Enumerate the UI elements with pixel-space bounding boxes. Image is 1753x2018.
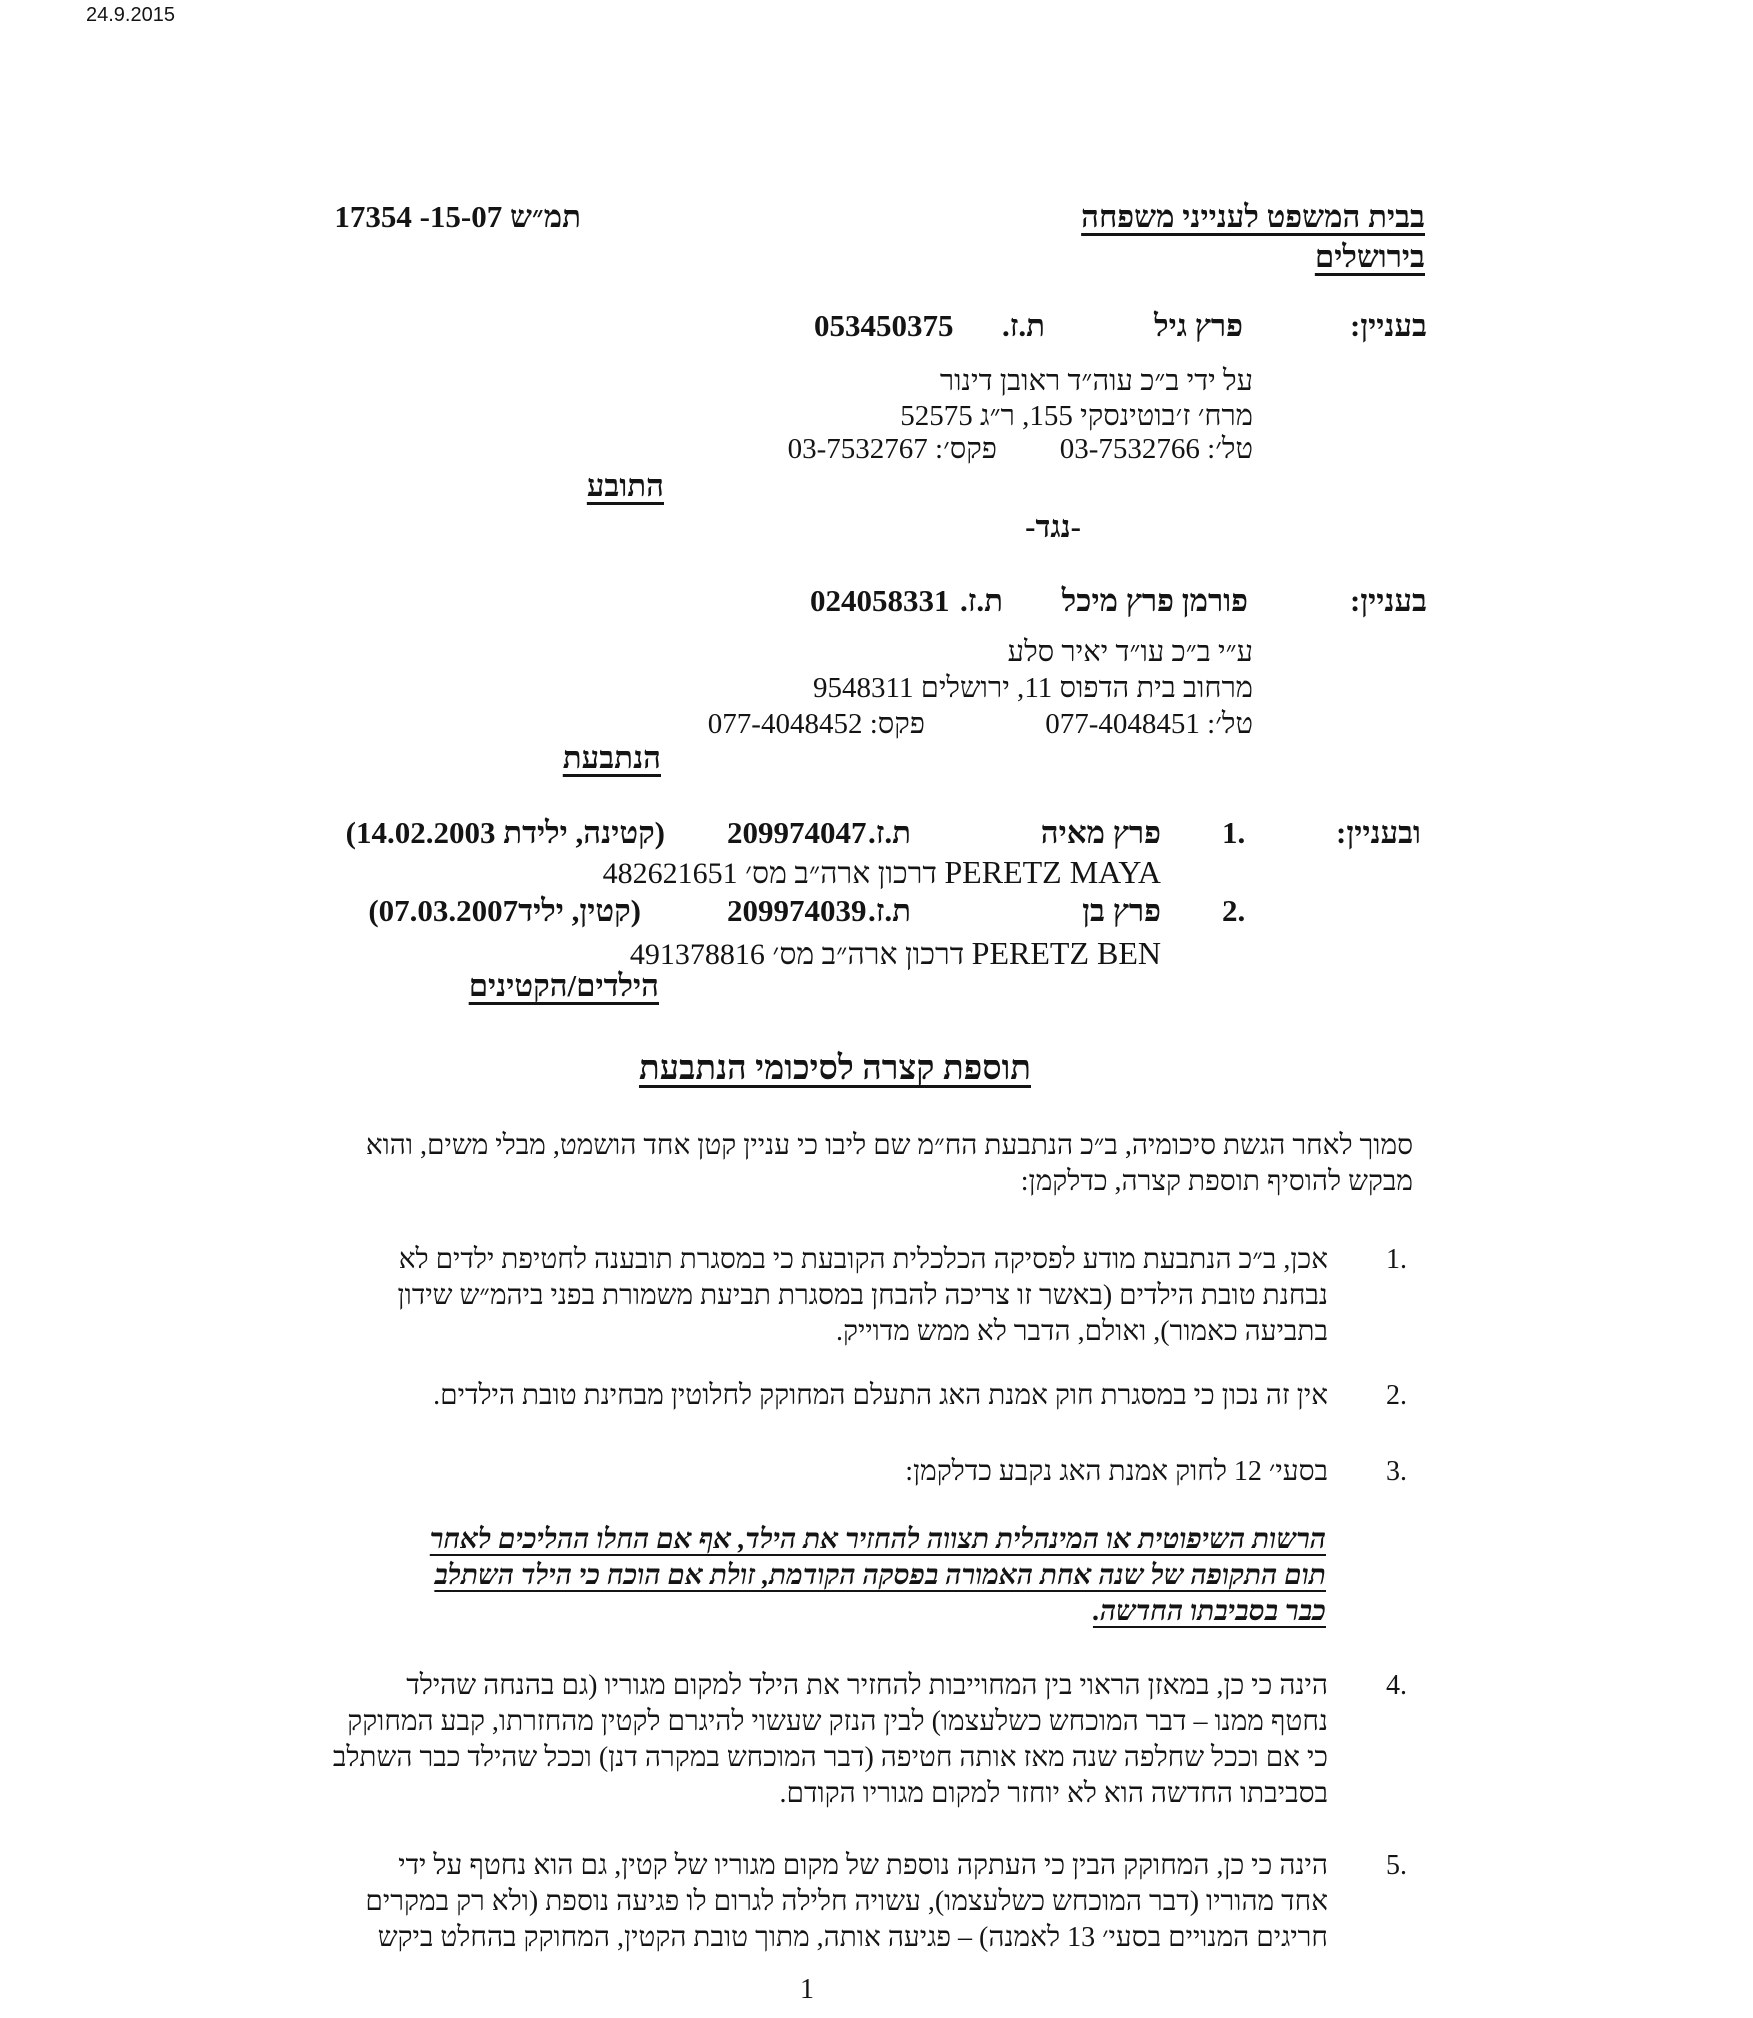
section-2-number: 2. bbox=[1386, 1380, 1407, 1411]
defendant-address: מרחוב בית הדפוס 11, ירושלים 9548311 bbox=[813, 672, 1253, 704]
section-4-line: נחטף ממנו – דבר המוכחש כשלעצמו) לבין הנזק שעשוי להיגרם לקטין מהחזרתו, קבע המחוקק bbox=[347, 1706, 1328, 1737]
defendant-label: בעניין: bbox=[1349, 583, 1427, 618]
plaintiff-label: בעניין: bbox=[1349, 308, 1427, 343]
section-4-line: כי אם וככל שחלפה שנה מאז אותה חטיפה (דבר המוכחש במקרה דנן) וככל שהילד כבר השתלב bbox=[332, 1742, 1328, 1773]
section-1-line: נבחנת טובת הילדים (באשר זו צריכה להבחן במסגרת תביעת משמורת בפני ביהמ״ש שידון bbox=[397, 1280, 1328, 1311]
plaintiff-address: מרח׳ ז׳בוטינסקי 155, ר״ג 52575 bbox=[900, 400, 1253, 432]
child-2-passport-eng: PERETZ BEN bbox=[971, 935, 1161, 971]
children-label: ובעניין: bbox=[1336, 815, 1421, 850]
section-4-line: הינה כי כן, במאזן הראוי בין המחוייבות להחזיר את הילד למקום מגוריו (גם בהנחה שהילד bbox=[406, 1670, 1328, 1701]
page-number: 1 bbox=[800, 1974, 814, 2005]
section-4-text bbox=[188, 1668, 1328, 1812]
section-1-line: אכן, ב״כ הנתבעת מודע לפסיקה הכלכלית הקובעת כי במסגרת תובענה לחטיפת ילדים לא bbox=[398, 1244, 1328, 1275]
child-2-name: פרץ בן bbox=[1082, 893, 1161, 928]
section-2-text bbox=[218, 1378, 1328, 1414]
child-2-passport bbox=[630, 934, 1161, 974]
defendant-id: 024058331 bbox=[810, 583, 950, 618]
child-2-note: (קטין, יליד07.03.2007) bbox=[368, 893, 641, 928]
case-number: תמ״ש 15-07- 17354 bbox=[334, 199, 581, 234]
section-3-number: 3. bbox=[1386, 1456, 1407, 1487]
defendant-rep: ע״י ב״כ עו״ד יאיר סלע bbox=[1007, 636, 1253, 668]
child-1-note: (קטינה, ילידת 14.02.2003) bbox=[345, 815, 665, 850]
child-1-passport-eng: PERETZ MAYA bbox=[944, 854, 1161, 890]
section-3-text bbox=[218, 1454, 1328, 1490]
defendant-phone: טל׳: 077-4048451 bbox=[1045, 708, 1253, 740]
child-2-id-label: ת.ז. bbox=[867, 893, 911, 928]
section-5-number: 5. bbox=[1386, 1850, 1407, 1881]
section-5-line: חריגים המנויים בסעי׳ 13 לאמנה) – פגיעה אותה, מתוך טובת הקטין, המחוקק בהחלט ביקש bbox=[377, 1922, 1328, 1953]
intro-line-1: סמוך לאחר הגשת סיכומיה, ב״כ הנתבעת הח״מ שם ליבו כי עניין קטן אחד הושמט, מבלי משים, והוא bbox=[365, 1130, 1413, 1161]
versus: -נגד- bbox=[1025, 509, 1081, 544]
section-5-text bbox=[188, 1848, 1328, 1956]
section-1-text bbox=[218, 1242, 1328, 1350]
law-quote bbox=[316, 1522, 1326, 1630]
plaintiff-rep: על ידי ב״כ עוה״ד ראובן דינור bbox=[939, 365, 1253, 397]
child-1-number: 1. bbox=[1222, 815, 1246, 850]
plaintiff-name: פרץ גיל bbox=[1154, 308, 1243, 343]
quote-line: כבר בסביבתו החדשה. bbox=[1092, 1596, 1326, 1627]
plaintiff-phone: טל׳: 03-7532766 bbox=[1059, 433, 1253, 465]
court-name-line2: בירושלים bbox=[1314, 239, 1425, 274]
defendant-id-label: ת.ז. bbox=[959, 583, 1003, 618]
child-2-number: 2. bbox=[1222, 893, 1246, 928]
section-3-line: בסעי׳ 12 לחוק אמנת האג נקבע כדלקמן: bbox=[905, 1456, 1328, 1487]
quote-line: תום התקופה של שנה אחת האמורה בפסקה הקודמת, זולת אם הוכח כי הילד השתלב bbox=[434, 1560, 1326, 1591]
child-2-passport-heb: דרכון ארה״ב מס׳ 491378816 bbox=[629, 938, 965, 971]
document-title: תוספת קצרה לסיכומי הנתבעת bbox=[638, 1050, 1031, 1087]
section-1-line: בתביעה כאמור), ואולם, הדבר לא ממש מדוייק. bbox=[835, 1316, 1328, 1347]
section-5-line: הינה כי כן, המחוקק הבין כי העתקה נוספת של מקום מגוריו של קטין, גם הוא נחטף על ידי bbox=[398, 1850, 1328, 1881]
header-date: 24.9.2015 bbox=[86, 4, 175, 26]
child-1-passport-heb: דרכון ארה״ב מס׳ 482621651 bbox=[602, 857, 937, 890]
child-1-id-label: ת.ז. bbox=[867, 815, 911, 850]
court-name-line1: בבית המשפט לענייני משפחה bbox=[1081, 199, 1425, 234]
children-role: הילדים/הקטינים bbox=[468, 968, 659, 1003]
defendant-fax: פקס: 077-4048452 bbox=[707, 708, 925, 740]
intro-line-2: מבקש להוסיף תוספת קצרה, כדלקמן: bbox=[1020, 1166, 1413, 1197]
child-1-name: פרץ מאיה bbox=[1040, 815, 1161, 850]
section-5-line: אחד מהוריו (דבר המוכחש כשלעצמו), עשויה חלילה לגרום לו פגיעה נוספת (ולא רק במקרים bbox=[365, 1886, 1328, 1917]
defendant-name: פורמן פרץ מיכל bbox=[1061, 583, 1248, 618]
section-1-number: 1. bbox=[1386, 1244, 1407, 1275]
plaintiff-fax: פקס׳: 03-7532767 bbox=[787, 433, 997, 465]
child-1-passport bbox=[603, 853, 1161, 893]
section-4-line: בסביבתו החדשה הוא לא יוחזר למקום מגוריו הקודם. bbox=[779, 1778, 1328, 1809]
child-1-id: 209974047 bbox=[727, 815, 867, 850]
plaintiff-id: 053450375 bbox=[814, 308, 954, 343]
plaintiff-id-label: ת.ז. bbox=[1001, 308, 1045, 343]
child-2-id: 209974039 bbox=[727, 893, 867, 928]
intro-paragraph bbox=[203, 1128, 1413, 1200]
section-2-line: אין זה נכון כי במסגרת חוק אמנת האג התעלם המחוקק לחלוטין מבחינת טובת הילדים. bbox=[433, 1380, 1328, 1411]
quote-line: הרשות השיפוטית או המינהלית תצווה להחזיר את הילד, אף אם החלו ההליכים לאחר bbox=[429, 1524, 1326, 1555]
section-4-number: 4. bbox=[1386, 1670, 1407, 1701]
plaintiff-role: התובע bbox=[586, 468, 664, 503]
defendant-role: הנתבעת bbox=[562, 740, 661, 775]
